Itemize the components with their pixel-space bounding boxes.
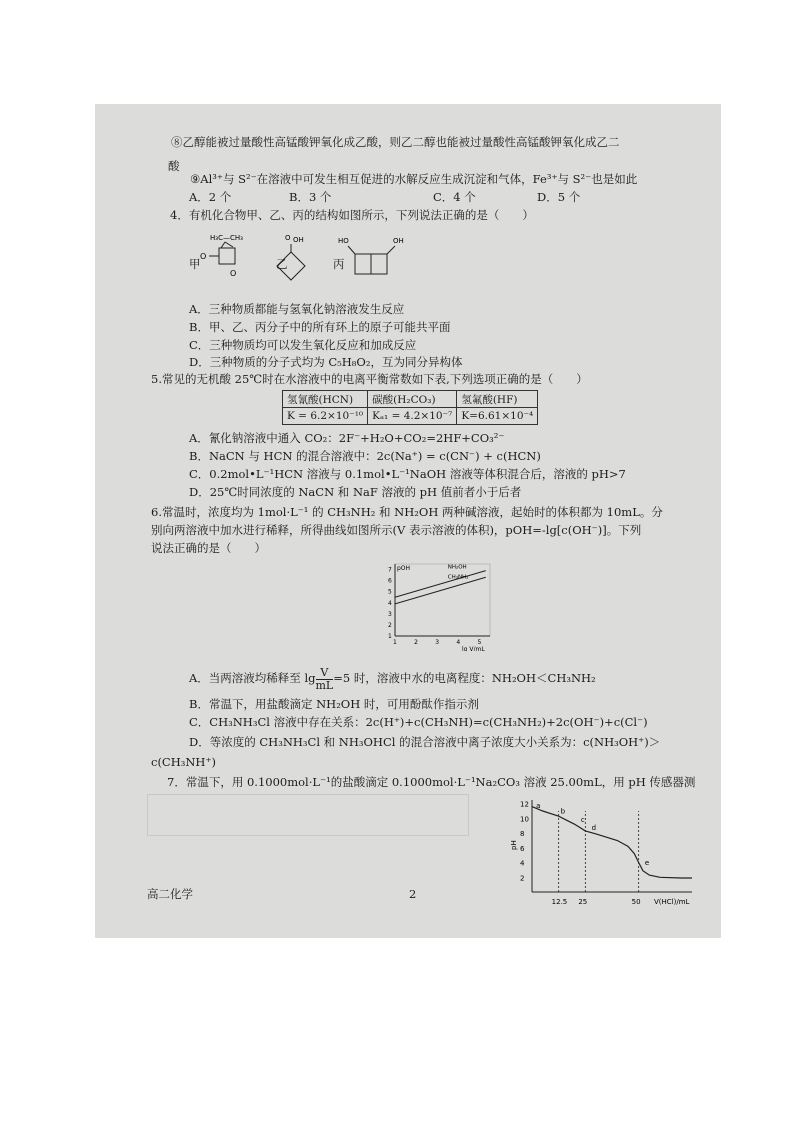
svg-text:O: O (200, 252, 207, 261)
poh-y-tick-label: 4 (388, 599, 392, 607)
svg-text:O: O (285, 234, 291, 242)
poh-y-tick-label: 5 (388, 588, 392, 596)
poh-ylabel: pOH (397, 565, 411, 572)
lg-v-fraction (316, 667, 334, 692)
ka-header-hf: 氢氟酸(HF) (457, 391, 538, 408)
poh-y-tick-label: 1 (388, 633, 392, 640)
ph-y-tick-label: 6 (520, 844, 525, 853)
ka-header-h2co3: 碳酸(H₂CO₃) (368, 391, 457, 408)
q3-item-8-continued: 酸 (168, 159, 180, 173)
q4-label-yi: 乙 (276, 257, 288, 271)
poh-y-tick-label: 3 (388, 610, 392, 618)
q6-option-b: B．常温下，用盐酸滴定 NH₂OH 时，可用酚酞作指示剂 (189, 697, 479, 711)
ka-value-hcn: K = 6.2×10⁻¹⁰ (283, 408, 368, 425)
poh-x-tick-label: 4 (456, 639, 461, 646)
q4-label-bing: 丙 (333, 257, 345, 271)
ph-point-label: b (560, 807, 566, 816)
ph-x-tick-label: 50 (631, 898, 641, 906)
exam-page (95, 104, 721, 938)
poh-series-line (395, 577, 486, 604)
q6-option-d-line-1: D．等浓度的 CH₃NH₃Cl 和 NH₃OHCl 的混合溶液中离子浓度大小关系为：c(NH₃OH⁺)＞ (189, 735, 661, 749)
poh-x-tick-label: 2 (414, 639, 418, 646)
ph-point-label: a (536, 801, 541, 810)
poh-dilution-chart (377, 556, 502, 651)
q5-option-d: D．25℃时同浓度的 NaCN 和 NaF 溶液的 pH 值前者小于后者 (189, 485, 522, 499)
poh-y-tick-label: 6 (388, 577, 392, 585)
poh-series-line (395, 571, 486, 598)
q4-option-c: C．三种物质均可以发生氧化反应和加成反应 (189, 338, 417, 352)
q6-option-a (189, 664, 596, 692)
q4-stem: 4．有机化合物甲、乙、丙的结构如图所示，下列说法正确的是（ ） (170, 208, 534, 222)
q5-option-a: A．氰化钠溶液中通入 CO₂：2F⁻+H₂O+CO₂=2HF+CO₃²⁻ (189, 431, 505, 445)
ka-header-hcn: 氢氰酸(HCN) (283, 391, 368, 408)
q4-option-a: A．三种物质都能与氢氧化钠溶液发生反应 (189, 302, 405, 316)
q4-label-jia: 甲 (189, 257, 201, 271)
q6-option-c: C．CH₃NH₃Cl 溶液中存在关系：2c(H⁺)+c(CH₃NH)=c(CH₃NH₂)+2c(OH⁻)+c(Cl⁻) (189, 715, 648, 729)
ph-titration-curve (532, 807, 692, 878)
ka-table (282, 390, 538, 425)
yi-oh-text: OH (293, 236, 304, 244)
q3-item-8: ⑧乙醇能被过量酸性高锰酸钾氧化成乙酸，则乙二醇也能被过量酸性高锰酸钾氧化成乙二 (171, 135, 620, 149)
poh-x-tick-label: 3 (435, 639, 440, 646)
ph-y-tick-label: 2 (520, 874, 525, 883)
q6-option-d-line-2: c(CH₃NH⁺) (151, 755, 217, 769)
q3-item-9: ⑨Al³⁺与 S²⁻在溶液中可发生相互促进的水解反应生成沉淀和气体，Fe³⁺与 S²⁻也是如此 (190, 172, 638, 186)
fraction-denominator: mL (315, 678, 334, 692)
ka-value-h2co3: Kₐ₁ = 4.2×10⁻⁷ (368, 408, 457, 425)
q5-option-c: C．0.2mol•L⁻¹HCN 溶液与 0.1mol•L⁻¹NaOH 溶液等体积混合后，溶液的 pH>7 (189, 467, 626, 481)
ph-point-label: e (644, 859, 650, 868)
ph-y-tick-label: 4 (520, 859, 525, 868)
poh-y-tick-label: 7 (388, 566, 392, 574)
ph-xlabel: V(HCl)/mL (654, 898, 690, 906)
titration-ph-chart (510, 792, 710, 912)
ph-y-tick-label: 12 (520, 800, 529, 809)
poh-series-label: NH₂OH (447, 564, 467, 571)
ph-x-tick-label: 25 (578, 898, 588, 906)
structure-yi (277, 234, 305, 280)
q6-option-a-prefix: A．当两溶液均稀释至 lg (189, 671, 316, 685)
q3-option-c: C．4 个 (433, 190, 476, 204)
q7-stem: 7．常温下，用 0.1000mol·L⁻¹的盐酸滴定 0.1000mol·L⁻¹Na₂CO₃ 溶液 25.00mL，用 pH 传感器测 (167, 775, 696, 789)
q6-stem-line-2: 别向两溶液中加水进行稀释，所得曲线如图所示(V 表示溶液的体积)，pOH=-lg[c(OH⁻)]。下列 (151, 523, 642, 537)
ka-table-value-row (283, 408, 538, 425)
ka-value-hf: K=6.61×10⁻⁴ (457, 408, 538, 425)
q4-option-b: B．甲、乙、丙分子中的所有环上的原子可能共平面 (189, 320, 451, 334)
ph-y-tick-label: 8 (520, 830, 525, 839)
poh-xlabel: lg V/mL (462, 646, 485, 651)
bing-oh-text: OH (393, 237, 404, 245)
faint-table-bleed (147, 794, 469, 836)
q3-option-d: D．5 个 (537, 190, 581, 204)
q5-option-b: B．NaCN 与 HCN 的混合溶液中：2c(Na⁺) = c(CN⁻) + c(HCN) (189, 449, 541, 463)
q6-option-a-suffix: =5 时，溶液中水的电离程度：NH₂OH＜CH₃NH₂ (333, 671, 596, 685)
poh-series-label: CH₃NH₂ (447, 574, 469, 581)
q6-stem-line-3: 说法正确的是（ ） (151, 541, 266, 555)
q5-stem: 5.常见的无机酸 25℃时在水溶液中的电离平衡常数如下表,下列选项正确的是（ ） (151, 372, 588, 386)
ph-point-label: d (591, 823, 597, 832)
q3-option-a: A．2 个 (189, 190, 232, 204)
ph-y-tick-label: 10 (520, 815, 529, 824)
footer-page-number: 2 (409, 887, 417, 901)
q4-option-d: D．三种物质的分子式均为 C₅H₈O₂，互为同分异构体 (189, 355, 463, 369)
footer-subject: 高二化学 (147, 887, 193, 901)
poh-y-tick-label: 2 (388, 621, 392, 629)
poh-x-tick-label: 5 (477, 639, 482, 646)
q4-structures (195, 230, 435, 300)
ph-ylabel: pH (510, 840, 518, 850)
structure-jia (200, 234, 243, 278)
svg-text:O: O (230, 269, 237, 278)
q6-stem-line-1: 6.常温时，浓度均为 1mol·L⁻¹ 的 CH₃NH₂ 和 NH₂OH 两种碱溶液，起始时的体积都为 10mL。分 (151, 505, 663, 519)
bing-ho-text: HO (338, 237, 349, 245)
jia-methyl-text: H₃C—CH₃ (210, 234, 243, 242)
ka-table-header-row (283, 391, 538, 408)
ph-x-tick-label: 12.5 (551, 898, 568, 906)
poh-x-tick-label: 1 (393, 639, 397, 646)
structure-bing (338, 237, 404, 274)
q3-option-b: B．3 个 (289, 190, 332, 204)
ph-point-label: c (580, 815, 585, 824)
fraction-numerator: V (316, 667, 334, 680)
